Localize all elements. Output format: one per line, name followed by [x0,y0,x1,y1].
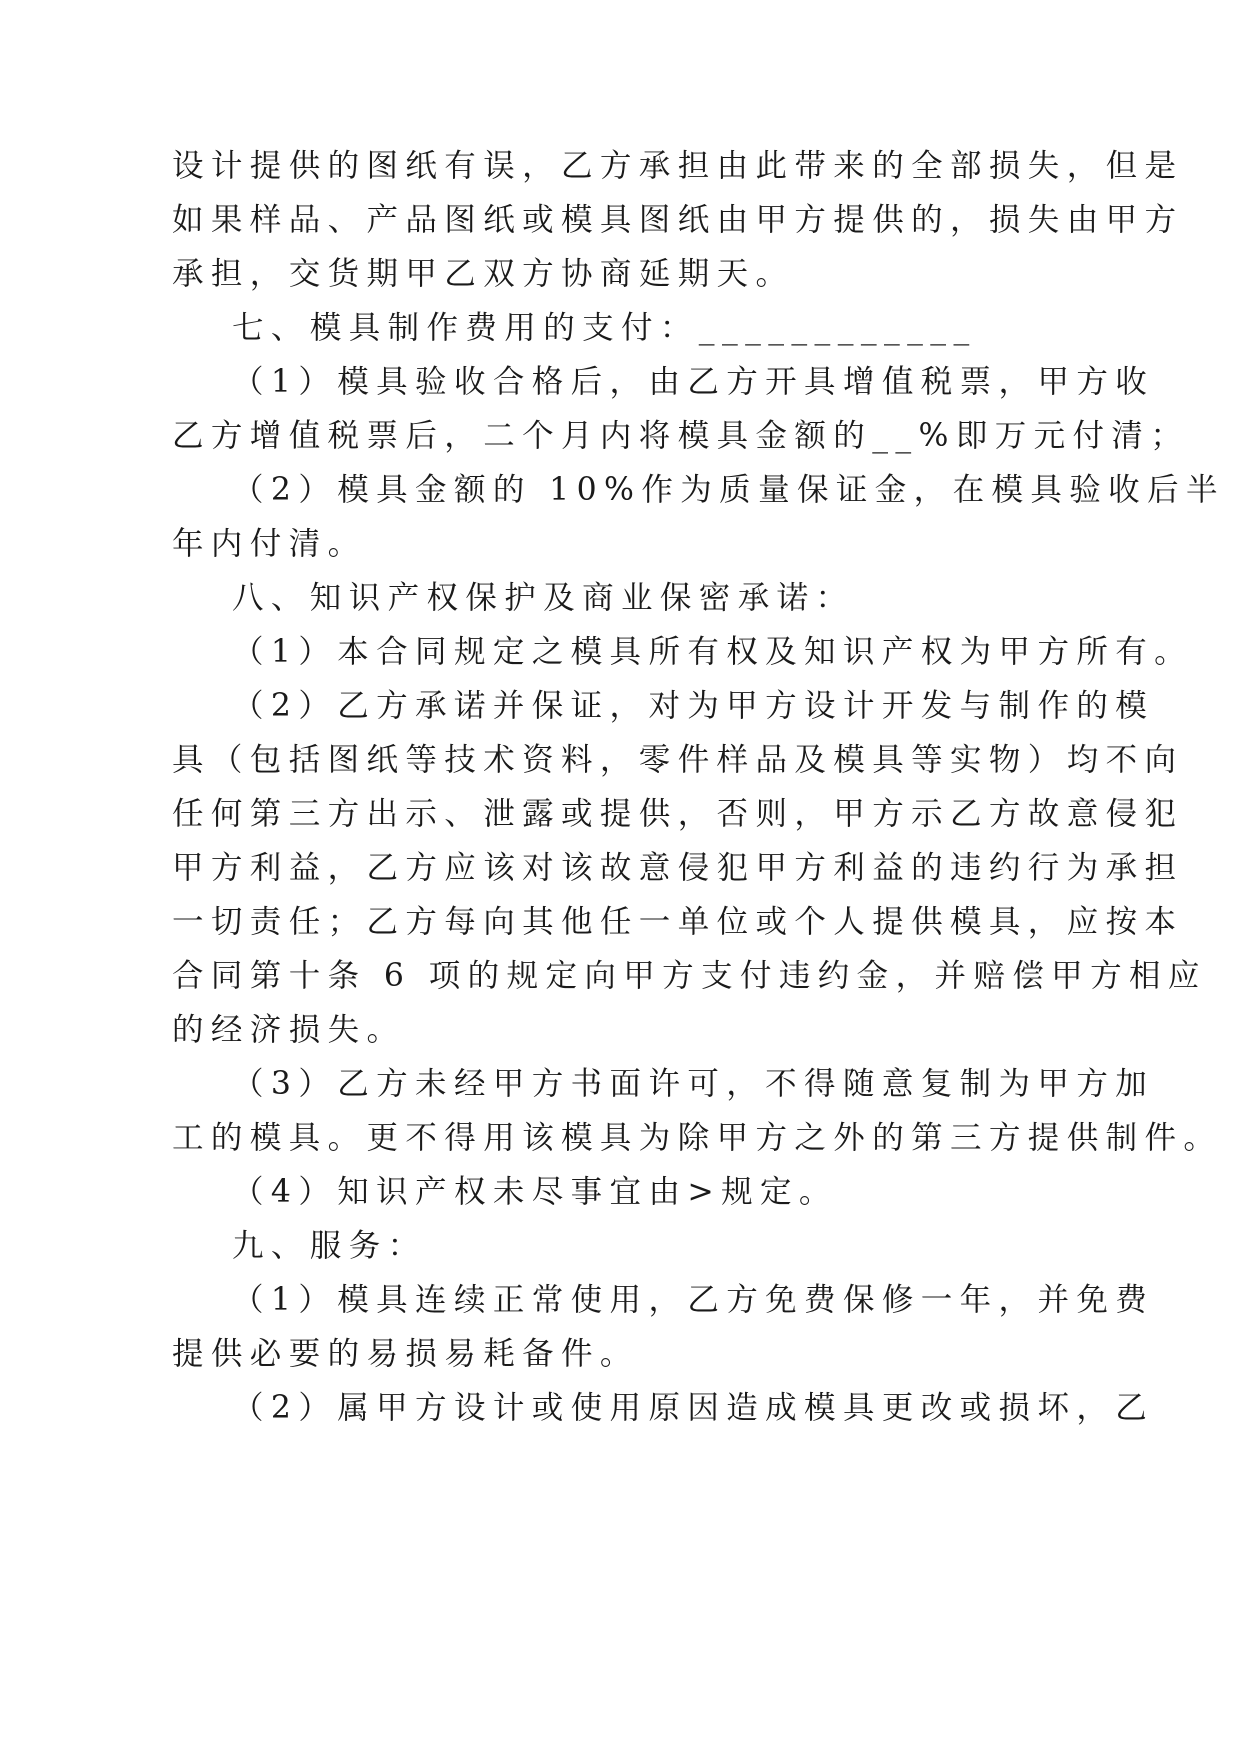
text-line: 合同第十条 6 项的规定向甲方支付违约金，并赔偿甲方相应 [172,958,1207,994]
text-line: （2）属甲方设计或使用原因造成模具更改或损坏，乙 [232,1390,1155,1426]
text-line: 一切责任；乙方每向其他任一单位或个人提供模具，应按本 [172,904,1184,940]
section-heading: 九、服务： [232,1228,427,1264]
text-line: 设计提供的图纸有误，乙方承担由此带来的全部损失，但是 [172,148,1184,184]
text-line: 具（包括图纸等技术资料，零件样品及模具等实物）均不向 [172,742,1184,778]
text-line: 乙方增值税票后，二个月内将模具金额的__%即万元付清； [172,418,1190,454]
text-line: 工的模具。更不得用该模具为除甲方之外的第三方提供制件。 [172,1120,1223,1156]
section-heading: 七、模具制作费用的支付：____________ [232,310,977,346]
text-line: （1）模具验收合格后，由乙方开具增值税票，甲方收 [232,364,1155,400]
text-line: 年内付清。 [172,526,367,562]
text-line: （4）知识产权未尽事宜由>规定。 [232,1174,838,1210]
text-line: （2）乙方承诺并保证，对为甲方设计开发与制作的模 [232,688,1155,724]
text-line: （2）模具金额的 10%作为质量保证金，在模具验收后半 [232,472,1225,508]
text-line: （3）乙方未经甲方书面许可，不得随意复制为甲方加 [232,1066,1155,1102]
text-line: 甲方利益，乙方应该对该故意侵犯甲方利益的违约行为承担 [172,850,1184,886]
text-line: 承担，交货期甲乙双方协商延期天。 [172,256,795,292]
text-line: 的经济损失。 [172,1012,406,1048]
text-line: （1）本合同规定之模具所有权及知识产权为甲方所有。 [232,634,1194,670]
text-line: （1）模具连续正常使用，乙方免费保修一年，并免费 [232,1282,1155,1318]
text-line: 提供必要的易损易耗备件。 [172,1336,639,1372]
text-line: 任何第三方出示、泄露或提供，否则，甲方示乙方故意侵犯 [172,796,1184,832]
text-line: 如果样品、产品图纸或模具图纸由甲方提供的，损失由甲方 [172,202,1184,238]
section-heading: 八、知识产权保护及商业保密承诺： [232,580,855,616]
